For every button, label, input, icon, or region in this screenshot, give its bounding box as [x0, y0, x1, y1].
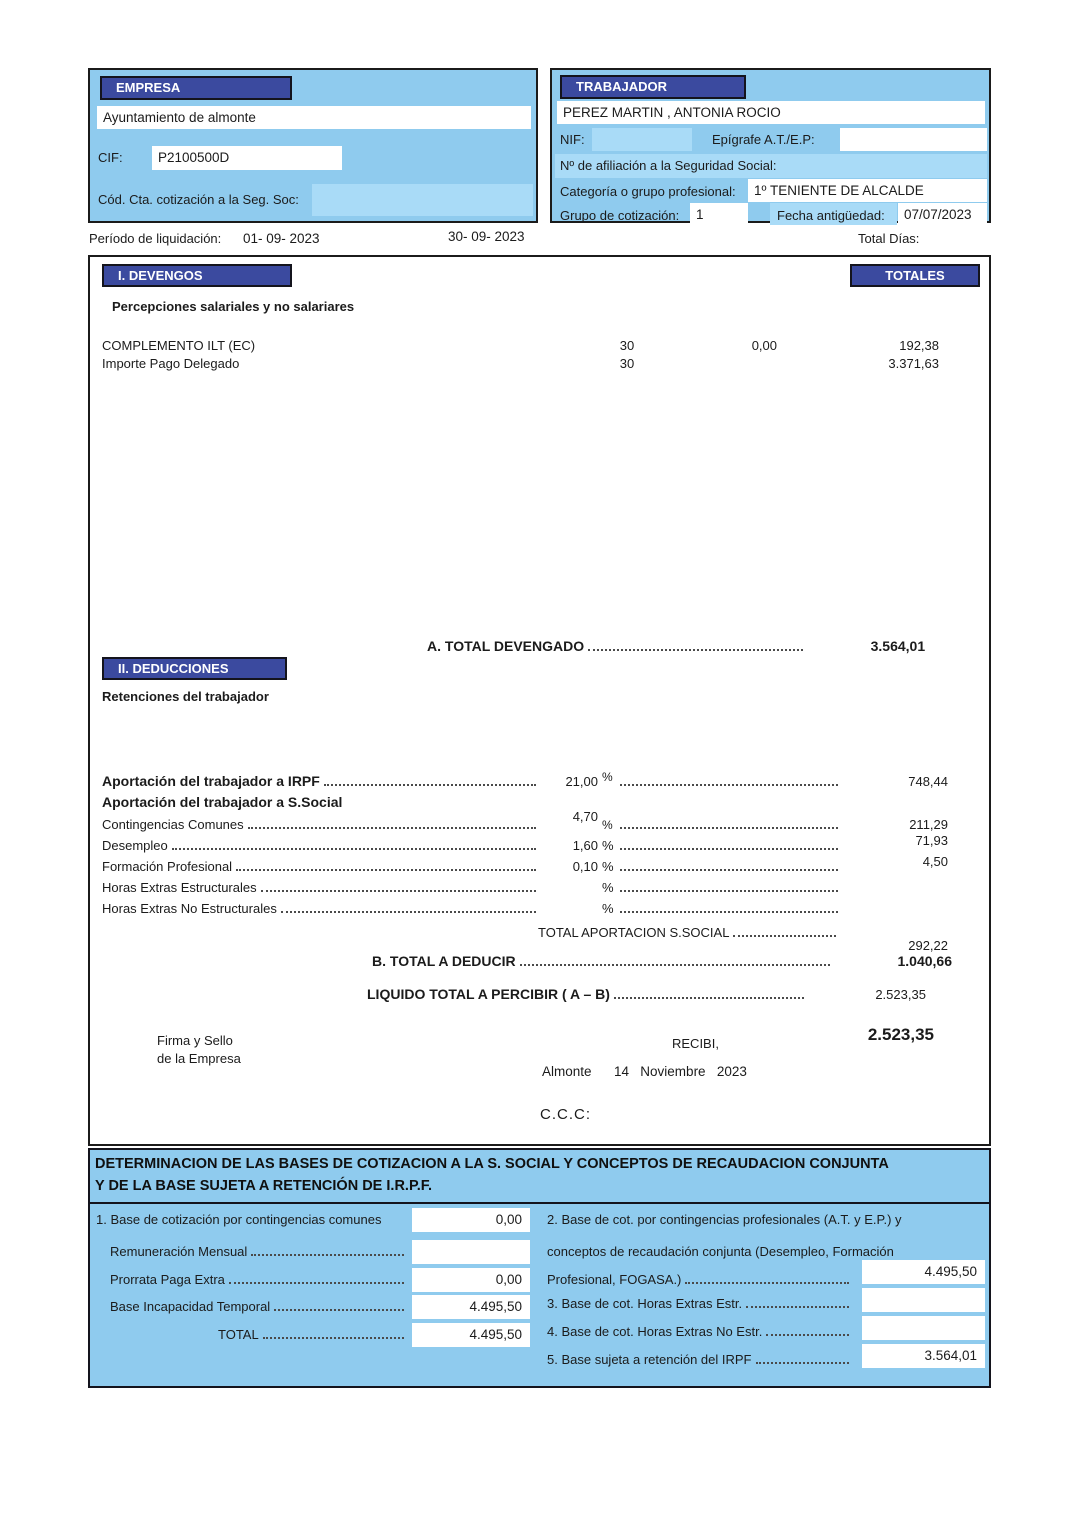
percepciones-subtitle: Percepciones salariales y no salariares — [112, 299, 355, 314]
dotted-leader — [620, 911, 838, 913]
percent-sign: % — [602, 901, 614, 916]
total-aportacion-value: 292,22 — [908, 938, 948, 953]
devengo-total: 192,38 — [899, 338, 939, 353]
periodo-label: Período de liquidación: — [89, 231, 222, 246]
totales-header: TOTALES — [850, 264, 980, 287]
deduccion-label: Horas Extras Estructurales — [102, 880, 257, 895]
retenciones-subtitle: Retenciones del trabajador — [102, 689, 269, 704]
base-he-no-estr-field[interactable] — [862, 1316, 985, 1340]
grupo-cotizacion-field[interactable]: 1 — [690, 203, 748, 225]
dotted-leader — [324, 784, 536, 786]
deduccion-label: Desempleo — [102, 838, 168, 853]
bases-title-line2: Y DE LA BASE SUJETA A RETENCIÓN DE I.R.P.F. — [95, 1178, 433, 1194]
dotted-leader — [281, 911, 536, 913]
devengos-header: I. DEVENGOS — [102, 264, 292, 287]
deduccion-row — [102, 833, 948, 853]
total-base-field[interactable]: 4.495,50 — [412, 1323, 530, 1347]
devengo-concepto: Importe Pago Delegado — [102, 356, 240, 371]
base-irpf-row — [547, 1352, 853, 1367]
total-devengado-value: 3.564,01 — [870, 638, 926, 654]
devengo-row — [102, 356, 962, 373]
devengo-concepto: COMPLEMENTO ILT (EC) — [102, 338, 256, 353]
base-he-estr-field[interactable] — [862, 1288, 985, 1312]
dotted-leader — [614, 997, 804, 999]
devengo-row — [102, 338, 962, 355]
percent-sign: % — [602, 859, 614, 874]
trabajador-header: TRABAJADOR — [560, 75, 746, 99]
dotted-leader — [172, 848, 536, 850]
deduccion-label: Horas Extras No Estructurales — [102, 901, 277, 916]
deduccion-row — [102, 854, 948, 874]
dotted-leader — [251, 1254, 404, 1256]
remuneracion-field[interactable] — [412, 1240, 530, 1264]
deduccion-row — [102, 770, 948, 789]
deducciones-header: II. DEDUCCIONES — [102, 657, 287, 680]
deduccion-pct: 21,00 — [565, 774, 598, 789]
empresa-section — [88, 68, 538, 223]
total-aportacion-row — [538, 925, 840, 940]
deduccion-row — [102, 901, 948, 916]
nif-label: NIF: — [560, 132, 585, 147]
liquido-total-row — [367, 986, 952, 1002]
devengo-dias: 30 — [619, 356, 635, 371]
total-base-row — [218, 1327, 408, 1342]
dotted-leader — [274, 1309, 404, 1311]
devengo-precio: 0,00 — [751, 338, 777, 353]
categoria-label: Categoría o grupo profesional: — [560, 184, 736, 199]
deduccion-label: Contingencias Comunes — [102, 817, 244, 832]
base-it-field[interactable]: 4.495,50 — [412, 1295, 530, 1319]
dotted-leader — [733, 935, 836, 937]
nif-field[interactable] — [592, 128, 692, 151]
total-devengado-label: A. TOTAL DEVENGADO — [427, 638, 585, 654]
categoria-field[interactable]: 1º TENIENTE DE ALCALDE — [748, 179, 987, 202]
bases-cotizacion-section — [88, 1148, 991, 1388]
dotted-leader — [248, 827, 536, 829]
recibi-label: RECIBI, — [672, 1036, 719, 1051]
deduccion-value: 211,29 — [909, 817, 948, 832]
company-name-field[interactable]: Ayuntamiento de almonte — [97, 106, 531, 129]
cif-label: CIF: — [98, 150, 123, 165]
deduccion-value: 71,93 — [915, 833, 948, 848]
percent-sign: % — [602, 880, 614, 895]
total-dias-label: Total Días: — [858, 231, 920, 246]
epigrafe-field[interactable] — [840, 128, 987, 151]
total-base-label: TOTAL — [218, 1327, 259, 1342]
deduccion-label: Aportación del trabajador a IRPF — [102, 773, 320, 789]
deduccion-label: Aportación del trabajador a S.Social — [102, 794, 343, 810]
dotted-leader — [620, 784, 838, 786]
total-devengado-row — [427, 638, 952, 654]
trabajador-section — [550, 68, 991, 223]
base-cc-label: 1. Base de cotización por contingencias comunes — [96, 1212, 382, 1227]
prorrata-label: Prorrata Paga Extra — [110, 1272, 225, 1287]
deduccion-pct: 1,60 — [572, 838, 598, 853]
base-he-no-estr-label: 4. Base de cot. Horas Extras No Estr. — [547, 1324, 763, 1339]
base-cp-row — [547, 1272, 853, 1287]
prorrata-row — [110, 1272, 408, 1287]
deduccion-row — [102, 809, 948, 832]
worker-name-field[interactable]: PEREZ MARTIN , ANTONIA ROCIO — [557, 101, 985, 124]
dotted-leader — [520, 964, 830, 966]
dotted-leader — [620, 827, 838, 829]
periodo-hasta: 30- 09- 2023 — [448, 229, 525, 244]
ccc-cotizacion-field[interactable] — [312, 184, 533, 216]
deduccion-value: 748,44 — [908, 774, 948, 789]
base-it-label: Base Incapacidad Temporal — [110, 1299, 271, 1314]
percent-sign: % — [602, 818, 613, 832]
base-cp-label: Profesional, FOGASA.) — [547, 1272, 682, 1287]
dotted-leader — [756, 1362, 849, 1364]
base-cp-line1: 2. Base de cot. por contingencias profesionales (A.T. y E.P.) y — [547, 1212, 902, 1227]
grupo-cotizacion-label: Grupo de cotización: — [560, 208, 680, 223]
total-deducir-value: 1.040,66 — [897, 953, 952, 969]
base-he-estr-label: 3. Base de cot. Horas Extras Estr. — [547, 1296, 743, 1311]
bases-divider — [90, 1202, 989, 1204]
dotted-leader — [236, 869, 536, 871]
deduccion-value: 4,50 — [922, 854, 948, 869]
base-irpf-field[interactable]: 3.564,01 — [862, 1344, 985, 1368]
total-deducir-label: B. TOTAL A DEDUCIR — [372, 953, 516, 969]
firma-sello-line1: Firma y Sello — [157, 1033, 233, 1048]
base-cp-line2: conceptos de recaudación conjunta (Desempleo, Formación — [547, 1244, 894, 1259]
bases-title-line1: DETERMINACION DE LAS BASES DE COTIZACION A LA S. SOCIAL Y CONCEPTOS DE RECAUDACION CONJUNTA — [95, 1156, 889, 1172]
prorrata-field[interactable]: 0,00 — [412, 1268, 530, 1292]
afiliacion-label: Nº de afiliación a la Seguridad Social: — [560, 158, 777, 173]
deduccion-row — [102, 880, 948, 895]
devengo-dias: 30 — [619, 338, 635, 353]
dotted-leader — [261, 890, 536, 892]
dotted-leader — [766, 1334, 849, 1336]
total-aportacion-label: TOTAL APORTACION S.SOCIAL — [538, 925, 730, 940]
epigrafe-label: Epígrafe A.T./E.P: — [712, 132, 815, 147]
dotted-leader — [620, 890, 838, 892]
dotted-leader — [620, 869, 838, 871]
base-it-row — [110, 1299, 408, 1314]
dotted-leader — [588, 649, 803, 651]
ccc-label: C.C.C: — [540, 1106, 591, 1123]
periodo-desde: 01- 09- 2023 — [243, 231, 320, 246]
total-deducir-row — [372, 953, 952, 969]
base-cc-field[interactable]: 0,00 — [412, 1208, 530, 1232]
dotted-leader — [229, 1282, 404, 1284]
deduccion-pct: 4,70 — [572, 809, 598, 824]
remuneracion-label: Remuneración Mensual — [110, 1244, 248, 1259]
devengo-total: 3.371,63 — [888, 356, 939, 371]
base-cp-field[interactable]: 4.495,50 — [862, 1260, 985, 1284]
cif-field[interactable]: P2100500D — [152, 146, 342, 170]
dotted-leader — [620, 848, 838, 850]
base-irpf-label: 5. Base sujeta a retención del IRPF — [547, 1352, 752, 1367]
liquido-total-value: 2.523,35 — [875, 987, 926, 1002]
ccc-cotizacion-label: Cód. Cta. cotización a la Seg. Soc: — [98, 192, 299, 207]
percent-sign: % — [602, 770, 613, 784]
base-cc-row — [96, 1212, 410, 1227]
percent-sign: % — [602, 838, 614, 853]
dotted-leader — [685, 1282, 849, 1284]
dotted-leader — [263, 1337, 404, 1339]
firma-sello-line2: de la Empresa — [157, 1051, 241, 1066]
dotted-leader — [746, 1306, 849, 1308]
fecha-antiguedad-label: Fecha antigüedad: — [777, 208, 885, 223]
liquido-total-label: LIQUIDO TOTAL A PERCIBIR ( A – B) — [367, 986, 610, 1002]
remuneracion-row — [110, 1244, 408, 1259]
empresa-header: EMPRESA — [100, 76, 292, 100]
base-he-no-estr-row — [547, 1324, 853, 1339]
fecha-antiguedad-field[interactable]: 07/07/2023 — [898, 203, 987, 225]
liquido-neto-amount: 2.523,35 — [867, 1025, 934, 1044]
deduccion-label: Formación Profesional — [102, 859, 233, 874]
main-body-section — [88, 255, 991, 1146]
lugar-fecha: Almonte 14 Noviembre 2023 — [542, 1064, 747, 1079]
base-he-estr-row — [547, 1296, 853, 1311]
deduccion-pct: 0,10 — [572, 859, 598, 874]
deduccion-row — [102, 794, 948, 810]
